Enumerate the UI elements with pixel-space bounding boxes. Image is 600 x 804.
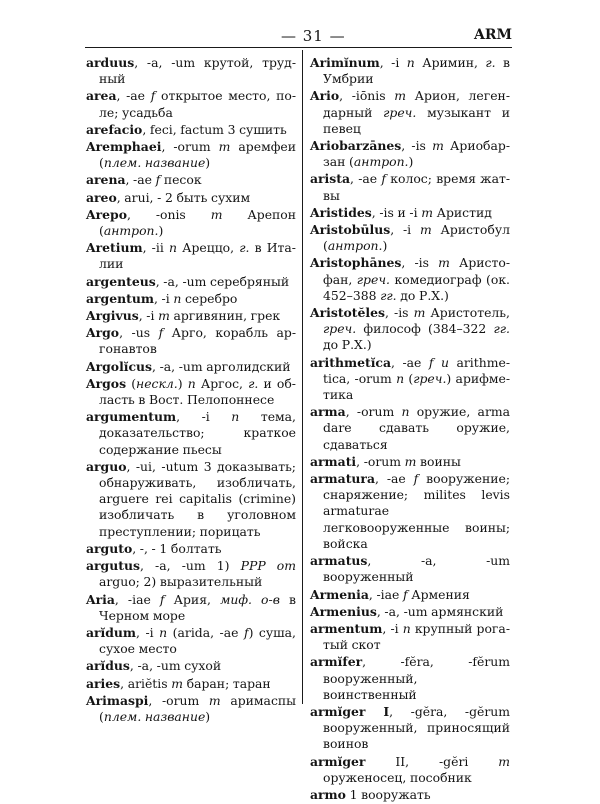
definition-text: , -iōnis	[339, 88, 395, 104]
dictionary-entry	[310, 604, 510, 620]
dictionary-entry	[86, 592, 296, 624]
dictionary-entry	[310, 704, 510, 753]
dictionary-entry	[86, 308, 296, 324]
grammar-label: греч.	[383, 104, 417, 120]
dictionary-entry	[310, 404, 510, 453]
grammar-label: n	[401, 404, 410, 420]
definition-text: , -is	[401, 255, 439, 271]
definition-text: , -ii	[142, 240, 169, 256]
definition-text: открытое место, поле; усадьба	[99, 88, 297, 120]
definition-text: , -a, -um вооруженный	[323, 553, 510, 585]
grammar-label: m	[210, 206, 223, 222]
headword: Aremphaei	[86, 139, 162, 155]
definition-text: песок	[160, 172, 202, 188]
headword: arma	[310, 404, 346, 420]
definition-text: Арго, корабль аргонавтов	[99, 325, 296, 357]
definition-text: , -iae	[114, 591, 160, 607]
definition-text: Ария,	[164, 591, 221, 607]
dictionary-entry	[86, 88, 296, 120]
definition-text: Аристофан,	[323, 255, 511, 287]
dictionary-entry	[86, 172, 296, 188]
headword: area	[86, 88, 117, 104]
grammar-label: г.	[239, 240, 250, 256]
dictionary-entry	[86, 55, 296, 87]
headword: arguto	[86, 540, 133, 556]
definition-text: , -a, -um 1)	[139, 558, 241, 574]
grammar-label: m	[394, 88, 407, 104]
definition-text: (	[126, 375, 137, 391]
grammar-label: антроп.	[327, 238, 383, 254]
definition-text: , ariĕtis	[120, 675, 172, 691]
headword: Aretium	[86, 240, 143, 256]
headword: Argos	[86, 375, 127, 391]
grammar-label: n	[396, 370, 405, 386]
definition-text: Ареццо,	[176, 240, 240, 256]
grammar-label: f	[150, 88, 156, 104]
grammar-label: n	[406, 55, 415, 70]
dictionary-entry	[86, 207, 296, 239]
dictionary-entry	[310, 553, 510, 585]
definition-text: )	[382, 238, 388, 254]
dictionary-entry	[86, 558, 296, 590]
grammar-label: n	[168, 240, 177, 256]
headword: arĭdum	[86, 624, 137, 640]
grammar-label: n	[159, 624, 168, 640]
headword: Ario	[310, 88, 340, 104]
definition-text: , -iae	[368, 586, 403, 602]
dictionary-entry	[310, 305, 510, 354]
definition-text: вооружение; снаряжение; milites levis armaturae легковооруженные воины; войска	[323, 471, 511, 551]
definition-text: arithmetica, -orum	[323, 354, 511, 386]
definition-text: ) арифметика	[323, 370, 510, 403]
definition-text: , -orum	[356, 453, 405, 469]
headword: Arepo	[86, 206, 127, 222]
definition-text: , -fĕra, -fĕrum вооруженный, воинственный	[323, 654, 510, 702]
definition-text: , -orum	[345, 404, 402, 420]
grammar-label: m	[419, 222, 432, 238]
definition-text: 1 вооружать	[345, 786, 431, 802]
definition-text: )	[408, 154, 414, 170]
grammar-label: нескл.	[136, 375, 178, 391]
definition-text: , -is и -i	[371, 204, 422, 220]
page-number: — 31 —	[281, 27, 346, 45]
definition-text: Армения	[407, 586, 470, 602]
definition-text: )	[205, 155, 211, 171]
definition-text: крупный рогатый скот	[323, 620, 510, 653]
grammar-label: антроп.	[353, 154, 409, 170]
headword: armatus	[310, 553, 368, 569]
definition-text: Аргос,	[195, 375, 249, 391]
headword: armo	[310, 786, 346, 802]
definition-text: , -a, -um армянский	[376, 603, 504, 619]
headword: argutus	[86, 558, 140, 574]
grammar-label: миф. о-в	[220, 591, 280, 607]
definition-text: до Р.Х.)	[323, 337, 372, 353]
headword: arĭdus	[86, 658, 130, 674]
definition-text: , -a, -um крутой, трудный	[99, 55, 296, 87]
column-divider	[302, 50, 303, 704]
definition-text: arguo; 2) выразительный	[99, 574, 263, 590]
dictionary-entry	[86, 325, 296, 357]
dictionary-entry	[86, 139, 296, 171]
definition-text: комедиограф (ок. 452–388	[323, 271, 510, 303]
dictionary-entry	[86, 190, 296, 206]
dictionary-entry	[86, 359, 296, 375]
definition-text: оружие, arma dare сдавать оружие, сдаваться	[323, 404, 510, 452]
headword: Aristides	[310, 204, 372, 220]
definition-text: , -i	[136, 624, 160, 640]
grammar-label: плем. название	[103, 708, 206, 724]
headword: arguo	[86, 458, 127, 474]
dictionary-entry	[310, 471, 510, 552]
headword: armati	[310, 453, 357, 469]
definition-text: Аристобул (	[323, 222, 510, 254]
dictionary-entry	[86, 541, 296, 557]
grammar-label: г.	[248, 375, 259, 391]
definition-text: , -ae	[374, 471, 414, 487]
definition-text: (arida, -ae	[167, 624, 244, 640]
left-column	[86, 55, 296, 726]
definition-text: ) суша, сухое место	[99, 624, 296, 657]
headword: arduus	[86, 55, 135, 70]
definition-text: , -, - 1 болтать	[132, 540, 222, 556]
dictionary-entry	[310, 138, 510, 170]
grammar-label: n	[231, 409, 240, 425]
headword: armĭger	[310, 753, 366, 769]
definition-text: Арион, легендарный	[323, 88, 510, 120]
header-rule	[85, 47, 512, 48]
definition-text: , -ae	[391, 354, 429, 370]
grammar-label: гг.	[380, 287, 397, 303]
dictionary-entry	[310, 355, 510, 404]
headword: armĭger I	[310, 703, 390, 719]
dictionary-entry	[86, 274, 296, 290]
headword: areo	[86, 189, 117, 205]
headword: Argo	[86, 325, 120, 341]
grammar-label: m	[171, 675, 183, 691]
definition-text: философ (384–322	[356, 321, 494, 337]
definition-text: в Умбрии	[323, 55, 510, 87]
definition-text: )	[177, 375, 188, 391]
definition-text: Аристид	[432, 204, 492, 220]
definition-text: аремфеи (	[99, 139, 296, 171]
definition-text: Аристотель,	[425, 305, 510, 321]
definition-text: аримаспы (	[99, 692, 296, 724]
definition-text: , -a, -um серебряный	[155, 273, 290, 289]
definition-text: , -ae	[125, 172, 156, 188]
dictionary-entry	[86, 693, 296, 725]
dictionary-entry	[310, 205, 510, 221]
headword: armatura	[310, 471, 375, 487]
headword: armentum	[310, 620, 383, 636]
dictionary-entry	[310, 587, 510, 603]
headword: Argolĭcus	[86, 358, 153, 374]
grammar-label: m	[498, 753, 510, 769]
dictionary-entry	[86, 240, 296, 272]
grammar-label: f	[243, 624, 249, 640]
headword: Aristophānes	[310, 255, 402, 271]
grammar-label: греч.	[323, 321, 357, 337]
dictionary-entry	[310, 621, 510, 653]
definition-text: , -a, -um сухой	[129, 658, 222, 674]
headword: Arimĭnum	[310, 55, 380, 70]
headword: argumentum	[86, 409, 177, 425]
grammar-label: m	[404, 453, 417, 469]
definition-text: , -gĕra, -gĕrum вооруженный, приносящий воинов	[323, 703, 510, 752]
headword: Armenius	[310, 603, 377, 619]
grammar-label: PPP от	[240, 558, 297, 574]
grammar-label: f	[381, 171, 386, 187]
dictionary-entry	[310, 255, 510, 304]
headword: arefacio	[86, 121, 143, 137]
grammar-label: греч.	[413, 370, 447, 386]
definition-text: Ариобарзан (	[323, 138, 510, 170]
grammar-label: f	[159, 591, 165, 607]
definition-text: баран; таран	[183, 675, 271, 691]
definition-text: серебро	[181, 290, 238, 306]
grammar-label: f	[402, 586, 408, 602]
dictionary-entry	[310, 754, 510, 786]
definition-text: , -i	[176, 409, 232, 425]
definition-text: , -a, -um арголидский	[152, 358, 291, 374]
dictionary-entry	[310, 787, 510, 803]
definition-text: аргивянин, грек	[169, 308, 281, 324]
definition-text: в Черном море	[99, 591, 297, 623]
grammar-label: антроп.	[103, 223, 159, 239]
grammar-label: m	[208, 692, 221, 708]
definition-text: , -i	[390, 222, 420, 238]
headword: Aristotĕles	[310, 305, 385, 321]
definition-text: (	[404, 370, 414, 386]
dictionary-entry	[310, 654, 510, 703]
grammar-label: f и	[428, 354, 449, 370]
grammar-label: f	[413, 471, 419, 487]
headword: Armenia	[310, 586, 369, 602]
dictionary-entry	[310, 222, 510, 254]
dictionary-entry	[86, 291, 296, 307]
definition-text: )	[205, 708, 211, 724]
dictionary-entry	[86, 459, 296, 540]
definition-text: , -orum	[148, 692, 209, 708]
grammar-label: f	[158, 325, 164, 341]
grammar-label: плем. название	[103, 155, 206, 171]
grammar-label: гг.	[493, 321, 510, 337]
definition-text: , arui, - 2 быть сухим	[116, 189, 251, 205]
grammar-label: греч.	[356, 271, 390, 287]
headword: Aria	[86, 591, 115, 607]
definition-text: колос; время жатвы	[323, 171, 511, 203]
definition-text: , -i	[153, 290, 174, 306]
headword: Aristobūlus	[310, 222, 391, 238]
definition-text: , -i	[379, 55, 407, 70]
dictionary-entry	[86, 658, 296, 674]
definition-text: в Италии	[99, 240, 296, 272]
grammar-label: m	[421, 204, 433, 220]
definition-text: тема, доказательство; краткое содержание пьесы	[99, 409, 296, 457]
grammar-label: m	[413, 305, 426, 321]
definition-text: , -orum	[161, 139, 219, 155]
grammar-label: m	[438, 255, 450, 271]
dictionary-entry	[86, 409, 296, 458]
right-column	[310, 55, 510, 804]
dictionary-entry	[86, 625, 296, 657]
dictionary-entry	[86, 122, 296, 138]
definition-text: , -ae	[116, 88, 151, 104]
definition-text: Арепон (	[99, 206, 296, 239]
grammar-label: n	[173, 290, 182, 306]
definition-text: , -is	[401, 138, 433, 154]
definition-text: и область в Вост. Пелопоннесе	[99, 375, 296, 408]
definition-text: )	[158, 223, 164, 239]
running-head: ARM	[474, 27, 512, 43]
grammar-label: n	[187, 375, 196, 391]
definition-text: , -us	[119, 325, 159, 341]
definition-text: воины	[416, 453, 461, 469]
headword: Ariobarzānes	[310, 138, 402, 154]
headword: arista	[310, 171, 350, 187]
definition-text: , -ae	[350, 171, 382, 187]
headword: Argivus	[86, 308, 139, 324]
dictionary-entry	[310, 171, 510, 203]
definition-text: II, -gĕri	[365, 753, 499, 769]
headword: Arimaspi	[86, 692, 149, 708]
definition-text: музыкант и певец	[323, 104, 510, 136]
headword: arena	[86, 172, 126, 188]
grammar-label: m	[158, 308, 170, 324]
dictionary-entry	[310, 454, 510, 470]
definition-text: оруженосец, пособник	[323, 769, 472, 785]
definition-text: , -ui, -utum 3 доказывать; обнаруживать, изобличать, arguere rei capitalis (crimine) изобличать в уголовном преступлении; порицать	[99, 458, 296, 539]
grammar-label: г.	[485, 55, 496, 70]
grammar-label: m	[218, 139, 231, 155]
definition-text: , -onis	[126, 206, 211, 222]
headword: arithmetĭca	[310, 354, 391, 370]
headword: aries	[86, 675, 121, 691]
definition-text: до Р.Х.)	[396, 287, 449, 303]
headword: armĭfer	[310, 654, 363, 670]
headword: argenteus	[86, 273, 156, 289]
definition-text: , -i	[382, 620, 403, 636]
definition-text: , -i	[138, 308, 159, 324]
grammar-label: f	[155, 172, 161, 188]
dictionary-entry	[86, 676, 296, 692]
definition-text: , feci, factum 3 сушить	[142, 121, 287, 137]
definition-text: , -is	[385, 305, 414, 321]
grammar-label: m	[432, 138, 444, 154]
dictionary-entry	[310, 88, 510, 137]
dictionary-entry	[310, 55, 510, 87]
grammar-label: n	[402, 620, 411, 636]
definition-text: Аримин,	[414, 55, 486, 70]
dictionary-entry	[86, 376, 296, 408]
headword: argentum	[86, 290, 154, 306]
